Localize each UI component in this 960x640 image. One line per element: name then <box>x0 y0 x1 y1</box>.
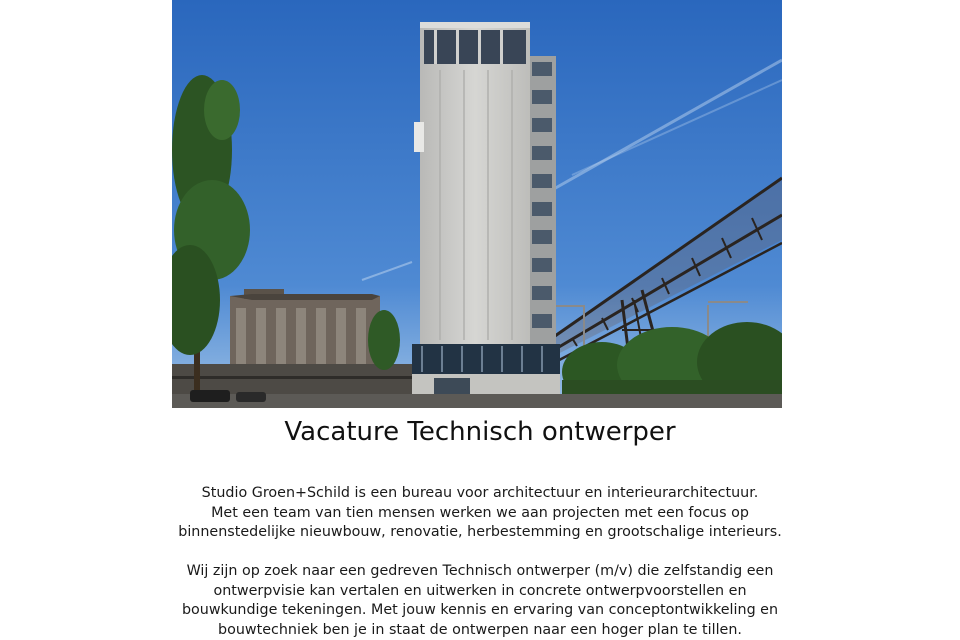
car <box>190 390 230 402</box>
vacancy-text <box>0 484 960 640</box>
building-photo-icon <box>172 0 782 408</box>
vacancy-paragraph <box>0 562 960 640</box>
tree-center <box>368 310 400 370</box>
text-line: Met een team van tien mensen werken we aan projecten met een focus op <box>211 504 749 521</box>
text-line: ontwerpvisie kan vertalen en uitwerken in concrete ontwerpvoorstellen en <box>213 582 747 599</box>
page-title: Vacature Technisch ontwerper <box>284 417 676 447</box>
text-line: binnenstedelijke nieuwbouw, renovatie, herbestemming en grootschalige interieurs. <box>178 524 782 540</box>
text-line: bouwtechniek ben je in staat de ontwerpen naar een hoger plan te tillen. <box>218 621 742 638</box>
text-line: bouwkundige tekeningen. Met jouw kennis en ervaring van conceptontwikkeling en <box>181 602 779 618</box>
hero-photo <box>172 0 782 408</box>
car <box>236 392 266 402</box>
tower <box>412 22 560 402</box>
text-line: Studio Groen+Schild is een bureau voor architectuur en interieurarchitectuur. <box>201 485 759 501</box>
intro-paragraph <box>0 484 960 543</box>
text-line: Wij zijn op zoek naar een gedreven Technisch ontwerper (m/v) die zelfstandig een <box>186 563 774 579</box>
